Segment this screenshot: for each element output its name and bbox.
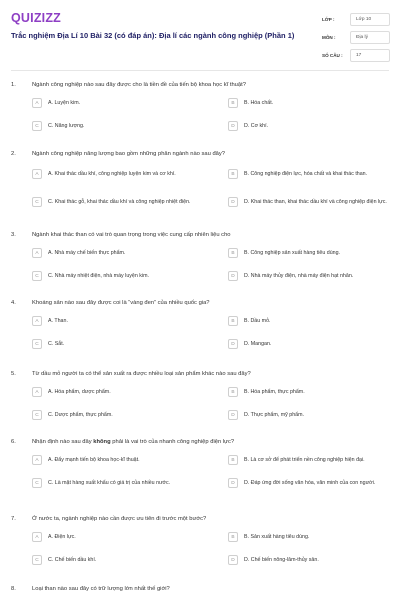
option-text: A. Điện lực. [48,533,76,540]
option-c[interactable] [32,270,194,282]
meta-value: Địa lý [350,31,390,44]
option-text: B. Là cơ sở để phát triển nền công nghiệp hiện đại. [244,456,365,463]
option-a[interactable] [32,315,194,327]
option-letter: D [228,555,238,565]
question-number: 3. [11,232,16,238]
option-letter: C [32,339,42,349]
option-c[interactable] [32,338,194,350]
option-letter: C [32,555,42,565]
option-text: A. Nhà máy chế biến thực phẩm. [48,249,126,256]
option-letter: D [228,478,238,488]
option-c[interactable] [32,409,194,421]
question-3 [11,230,391,279]
option-letter: A [32,387,42,397]
question-5 [11,369,391,418]
option-c[interactable] [32,554,194,566]
option-text: D. Cơ khí. [244,122,269,129]
option-letter: B [228,248,238,258]
option-d[interactable] [228,554,390,566]
option-d[interactable] [228,120,390,132]
question-text: Ở nước ta, ngành nghiệp nào cần được ưu tiên đi trước một bước? [32,516,207,522]
option-text: C. Nhà máy nhiệt điện, nhà máy luyện kim. [48,272,149,279]
question-2 [11,149,391,205]
option-d[interactable] [228,475,390,491]
option-letter: D [228,410,238,420]
question-number: 6. [11,439,16,445]
question-8 [11,584,391,594]
option-letter: B [228,316,238,326]
option-text: B. Hóa chất. [244,99,274,106]
option-d[interactable] [228,338,390,350]
option-a[interactable] [32,247,194,259]
quizizz-logo: QUIZIZZ [11,11,62,25]
option-a[interactable] [32,386,194,398]
meta-row-count [322,48,390,63]
meta-key: LỚP : [322,17,335,22]
option-letter: A [32,169,42,179]
question-text: Loại than nào sau đây có trữ lượng lớn nhất thế giới? [32,586,170,592]
option-letter: B [228,387,238,397]
option-letter: D [228,121,238,131]
question-number: 5. [11,371,16,377]
option-text: B. Hóa phẩm, thực phẩm. [244,388,305,395]
option-b[interactable] [228,386,390,398]
option-text: A. Khai thác dầu khí, công nghiệp luyện kim và cơ khí. [48,170,176,177]
meta-row-class [322,12,390,27]
option-text: A. Đẩy mạnh tiến bộ khoa học-kĩ thuật. [48,456,140,463]
option-letter: B [228,532,238,542]
option-text: A. Hóa phẩm, dược phẩm. [48,388,111,395]
question-text: Ngành công nghiệp nào sau đây được cho là tiền đề của tiến bộ khoa học kĩ thuật? [32,82,246,88]
question-4 [11,298,391,347]
question-text: Từ dầu mỏ người ta có thể sản xuất ra được nhiều loại sản phẩm khác nào sau đây? [32,371,251,377]
question-text: Nhận định nào sau đây không phải là vai trò của nhanh công nghiệp điện lực? [32,439,235,445]
page-title: Trắc nghiệm Địa Lí 10 Bài 32 (có đáp án): Địa lí các ngành công nghiệp (Phần 1) [11,31,295,40]
option-letter: B [228,98,238,108]
option-a[interactable] [32,531,194,543]
option-text: D. Nhà máy thủy điện, nhà máy điện hạt nhân. [244,272,354,279]
option-b[interactable] [228,454,390,466]
meta-panel [322,12,390,66]
option-text: A. Than. [48,317,68,324]
option-letter: C [32,410,42,420]
option-letter: C [32,121,42,131]
option-letter: A [32,98,42,108]
option-a[interactable] [32,166,194,182]
option-letter: C [32,271,42,281]
option-text: C. Năng lượng. [48,122,85,129]
option-text: B. Dầu mỏ. [244,317,271,324]
option-b[interactable] [228,166,390,182]
option-text: C. Dược phẩm, thực phẩm. [48,411,113,418]
question-1 [11,80,391,129]
option-text: D. Mangan. [244,340,272,347]
option-text: C. Là mặt hàng xuất khẩu có giá trị của nhiều nước. [48,479,171,486]
option-a[interactable] [32,97,194,109]
option-c[interactable] [32,475,194,491]
meta-key: SỐ CÂU : [322,53,343,58]
option-text: C. Chế biến dầu khí. [48,556,97,563]
option-text: D. Thực phẩm, mỹ phẩm. [244,411,304,418]
meta-value: Lớp 10 [350,13,390,26]
option-text: C. Sắt. [48,340,65,347]
header-divider [11,70,389,71]
option-text: D. Đáp ứng đời sống văn hóa, văn minh của con người. [244,479,376,486]
question-text: Ngành công nghiệp năng lượng bao gồm những phân ngành nào sau đây? [32,151,226,157]
option-letter: D [228,197,238,207]
option-letter: A [32,316,42,326]
question-text: Khoáng sản nào sau đây được coi là “vàng đen” của nhiều quốc gia? [32,300,210,306]
option-a[interactable] [32,454,194,466]
option-letter: D [228,271,238,281]
option-d[interactable] [228,194,390,210]
question-6 [11,437,391,486]
option-b[interactable] [228,97,390,109]
question-number: 7. [11,516,16,522]
meta-key: MÔN : [322,35,336,40]
option-letter: A [32,532,42,542]
option-b[interactable] [228,531,390,543]
question-number: 4. [11,300,16,306]
question-number: 8. [11,586,16,592]
option-d[interactable] [228,270,390,282]
option-letter: B [228,169,238,179]
option-c[interactable] [32,120,194,132]
option-b[interactable] [228,315,390,327]
option-text: B. Công nghiệp điện lực, hóa chất và khai thác than. [244,170,368,177]
question-number: 2. [11,151,16,157]
meta-value: 17 [350,49,390,62]
question-7 [11,514,391,563]
option-b[interactable] [228,247,390,259]
option-d[interactable] [228,409,390,421]
meta-row-subject [322,30,390,45]
option-text: D. Khai thác than, khai thác dầu khí và công nghiệp điện lực. [244,198,387,205]
option-text: B. Sản xuất hàng tiêu dùng. [244,533,310,540]
option-letter: B [228,455,238,465]
option-c[interactable] [32,194,194,210]
option-text: B. Công nghiệp sản xuất hàng tiêu dùng. [244,249,341,256]
option-text: A. Luyện kim. [48,99,81,106]
option-text: C. Khai thác gỗ, khai thác dầu khí và công nghiệp nhiệt điện. [48,198,191,205]
option-letter: A [32,248,42,258]
option-letter: C [32,197,42,207]
question-text: Ngành khai thác than có vai trò quan trọng trong việc cung cấp nhiên liệu cho [32,232,231,238]
option-letter: A [32,455,42,465]
question-number: 1. [11,82,16,88]
option-text: D. Chế biến nông-lâm-thủy sản. [244,556,319,563]
option-letter: D [228,339,238,349]
option-letter: C [32,478,42,488]
